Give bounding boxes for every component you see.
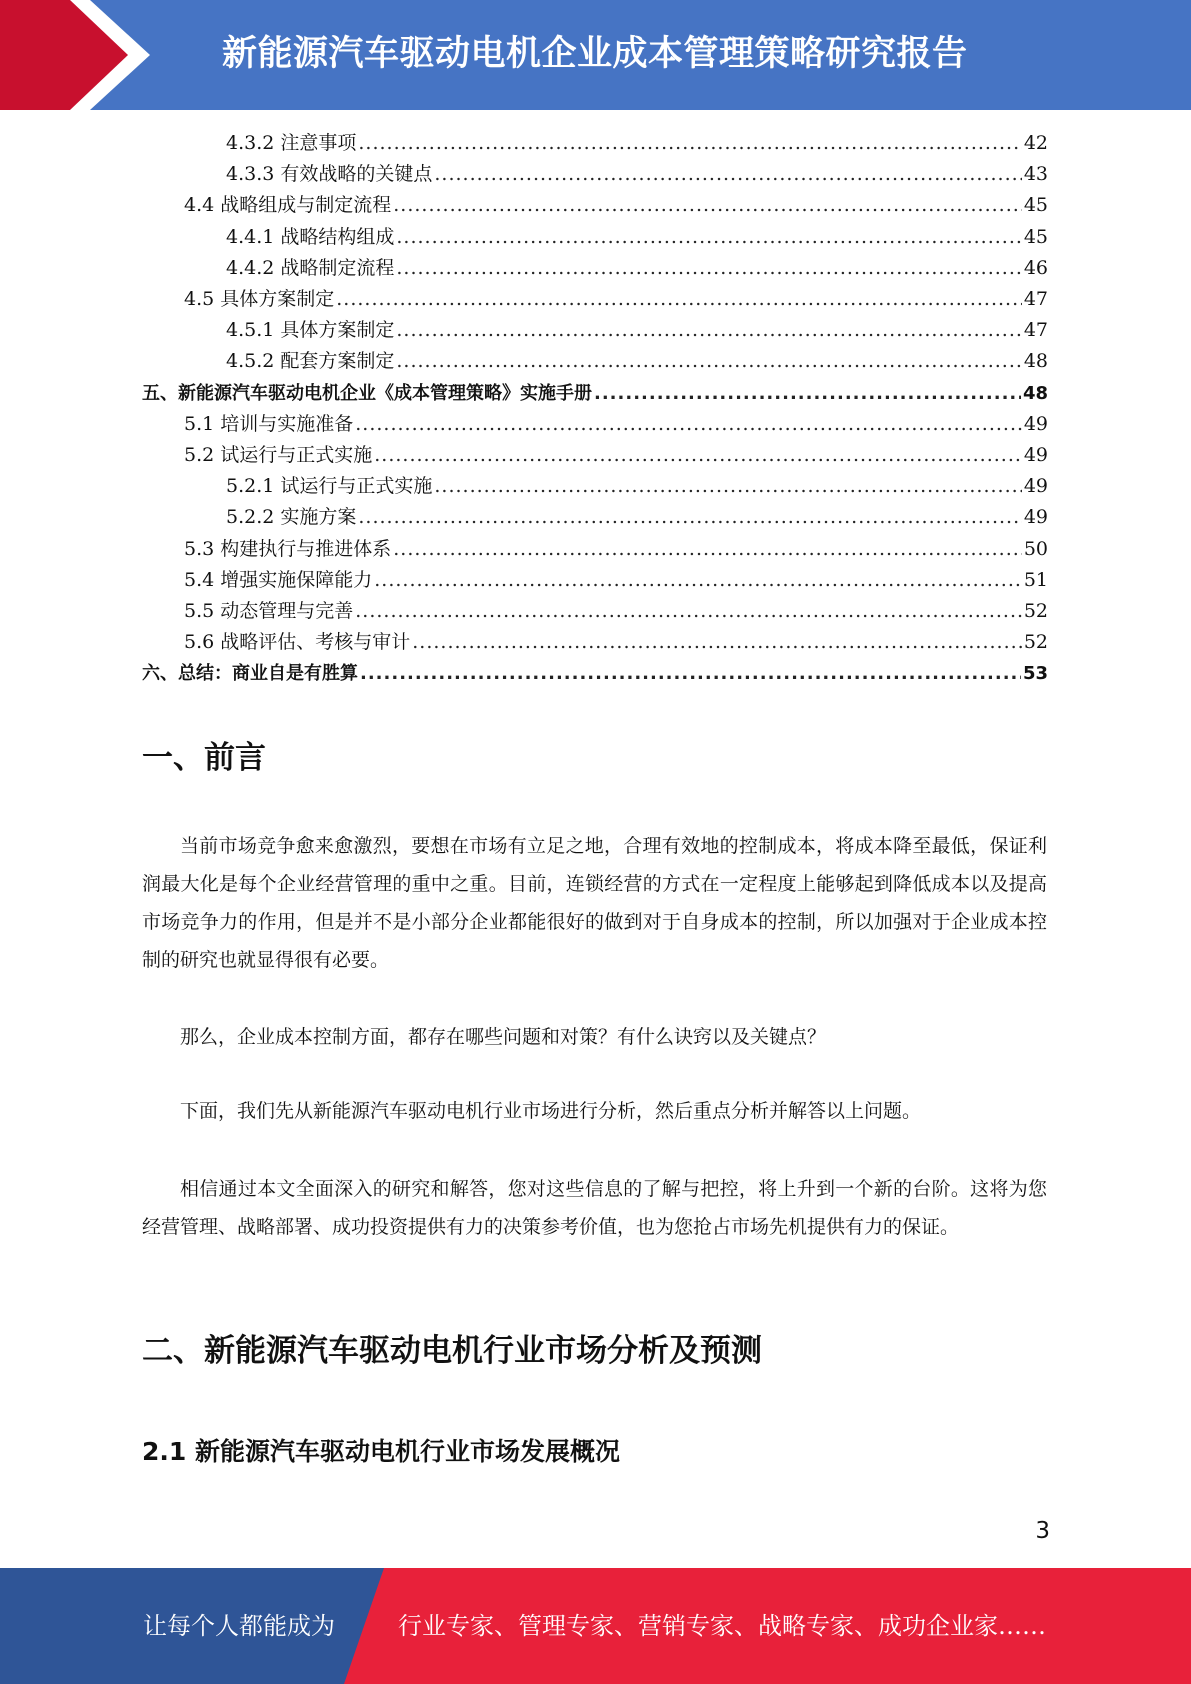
header-chevron-decoration: [0, 0, 160, 110]
footer-slogan-right: 行业专家、管理专家、营销专家、战略专家、成功企业家……: [398, 1612, 1046, 1640]
toc-entry[interactable]: [184, 565, 1048, 596]
toc-entry-label: 五、新能源汽车驱动电机企业《成本管理策略》实施手册: [142, 383, 592, 404]
preface-paragraph-3: 下面，我们先从新能源汽车驱动电机行业市场进行分析，然后重点分析并解答以上问题。: [180, 1100, 922, 1122]
toc-entry-page: 47: [1023, 319, 1048, 341]
toc-entry-label: 5.1 培训与实施准备: [184, 413, 354, 435]
toc-entry-page: 42: [1023, 132, 1048, 154]
page-number: 3: [1035, 1518, 1050, 1544]
report-title: 新能源汽车驱动电机企业成本管理策略研究报告: [222, 34, 968, 74]
toc-entry[interactable]: [226, 128, 1048, 159]
toc-leader-dots: [355, 596, 1022, 627]
toc-entry-page: 51: [1023, 569, 1048, 591]
toc-entry-page: 53: [1022, 663, 1048, 684]
toc-entry-page: 50: [1023, 538, 1048, 560]
toc-entry-label: 5.6 战略评估、考核与审计: [184, 631, 411, 653]
toc-entry[interactable]: [226, 253, 1048, 284]
toc-leader-dots: [396, 346, 1021, 377]
toc-entry[interactable]: [142, 378, 1048, 409]
toc-entry-page: 46: [1023, 257, 1048, 279]
toc-entry-label: 4.5 具体方案制定: [184, 288, 335, 310]
toc-leader-dots: [393, 190, 1022, 221]
toc-entry-label: 4.4.1 战略结构组成: [226, 226, 395, 248]
toc-leader-dots: [358, 502, 1021, 533]
toc-entry[interactable]: [184, 627, 1048, 658]
toc-entry[interactable]: [184, 534, 1048, 565]
preface-paragraph-1: 当前市场竞争愈来愈激烈，要想在市场有立足之地，合理有效地的控制成本，将成本降至最低，保证利润最大化是每个企业经营管理的重中之重。目前，连锁经营的方式在一定程度上能够起到降低成本以及提高市场竞争力的作用，但是并不是小部分企业都能很好的做到对于自身成本的控制，所以加强对于企业成本控制的研究也就显得很有必要。: [142, 835, 1047, 971]
toc-entry[interactable]: [226, 315, 1048, 346]
toc-entry-page: 43: [1023, 163, 1048, 185]
toc-entry-label: 5.4 增强实施保障能力: [184, 569, 373, 591]
toc-leader-dots: [374, 565, 1022, 596]
page-header: [0, 0, 1191, 110]
toc-leader-dots: [360, 658, 1021, 689]
toc-leader-dots: [336, 284, 1022, 315]
toc-leader-dots: [594, 378, 1021, 409]
toc-leader-dots: [396, 315, 1021, 346]
toc-entry-label: 4.3.2 注意事项: [226, 132, 357, 154]
toc-entry-page: 52: [1023, 631, 1048, 653]
toc-entry-page: 49: [1023, 475, 1048, 497]
toc-entry-page: 52: [1023, 600, 1048, 622]
toc-entry-page: 48: [1023, 350, 1048, 372]
toc-entry-page: 49: [1023, 506, 1048, 528]
toc-leader-dots: [434, 471, 1021, 502]
toc-entry-page: 45: [1023, 194, 1048, 216]
toc-entry-page: 47: [1023, 288, 1048, 310]
toc-leader-dots: [393, 534, 1022, 565]
toc-entry-label: 4.5.1 具体方案制定: [226, 319, 395, 341]
toc-entry-page: 45: [1023, 226, 1048, 248]
toc-leader-dots: [396, 222, 1021, 253]
toc-entry[interactable]: [184, 284, 1048, 315]
preface-paragraph-4: 相信通过本文全面深入的研究和解答，您对这些信息的了解与把控，将上升到一个新的台阶。这将为您经营管理、战略部署、成功投资提供有力的决策参考价值，也为您抢占市场先机提供有力的保证。: [142, 1178, 1047, 1238]
toc-entry[interactable]: [184, 190, 1048, 221]
toc-entry[interactable]: [226, 222, 1048, 253]
toc-entry-label: 5.2.1 试运行与正式实施: [226, 475, 433, 497]
toc-entry-label: 4.4 战略组成与制定流程: [184, 194, 392, 216]
toc-entry[interactable]: [184, 409, 1048, 440]
toc-entry-page: 48: [1022, 383, 1048, 404]
toc-entry[interactable]: [226, 502, 1048, 533]
toc-entry[interactable]: [226, 471, 1048, 502]
toc-entry[interactable]: [184, 440, 1048, 471]
subsection-heading-market-overview: 2.1 新能源汽车驱动电机行业市场发展概况: [142, 1437, 620, 1466]
toc-leader-dots: [434, 159, 1021, 190]
toc-leader-dots: [396, 253, 1021, 284]
toc-leader-dots: [355, 409, 1022, 440]
toc-leader-dots: [358, 128, 1021, 159]
toc-entry-label: 5.2 试运行与正式实施: [184, 444, 373, 466]
section-heading-market: 二、新能源汽车驱动电机行业市场分析及预测: [142, 1333, 762, 1369]
toc-entry-label: 5.2.2 实施方案: [226, 506, 357, 528]
toc-entry-label: 5.5 动态管理与完善: [184, 600, 354, 622]
toc-entry[interactable]: [226, 159, 1048, 190]
toc-entry-label: 4.3.3 有效战略的关键点: [226, 163, 433, 185]
toc-leader-dots: [374, 440, 1022, 471]
preface-paragraph-2: 那么，企业成本控制方面，都存在哪些问题和对策？有什么诀窍以及关键点？: [180, 1026, 827, 1048]
toc-entry-label: 5.3 构建执行与推进体系: [184, 538, 392, 560]
toc-entry-label: 4.5.2 配套方案制定: [226, 350, 395, 372]
toc-entry-page: 49: [1023, 444, 1048, 466]
footer-slogan-left: 让每个人都能成为: [143, 1612, 335, 1640]
toc-entry-label: 4.4.2 战略制定流程: [226, 257, 395, 279]
toc-entry[interactable]: [142, 658, 1048, 689]
section-heading-preface: 一、前言: [142, 740, 266, 776]
toc-entry-page: 49: [1023, 413, 1048, 435]
page-footer: [0, 1568, 1191, 1684]
toc-entry-label: 六、总结：商业自是有胜算: [142, 663, 358, 684]
toc-leader-dots: [412, 627, 1022, 658]
toc-entry[interactable]: [226, 346, 1048, 377]
toc-entry[interactable]: [184, 596, 1048, 627]
